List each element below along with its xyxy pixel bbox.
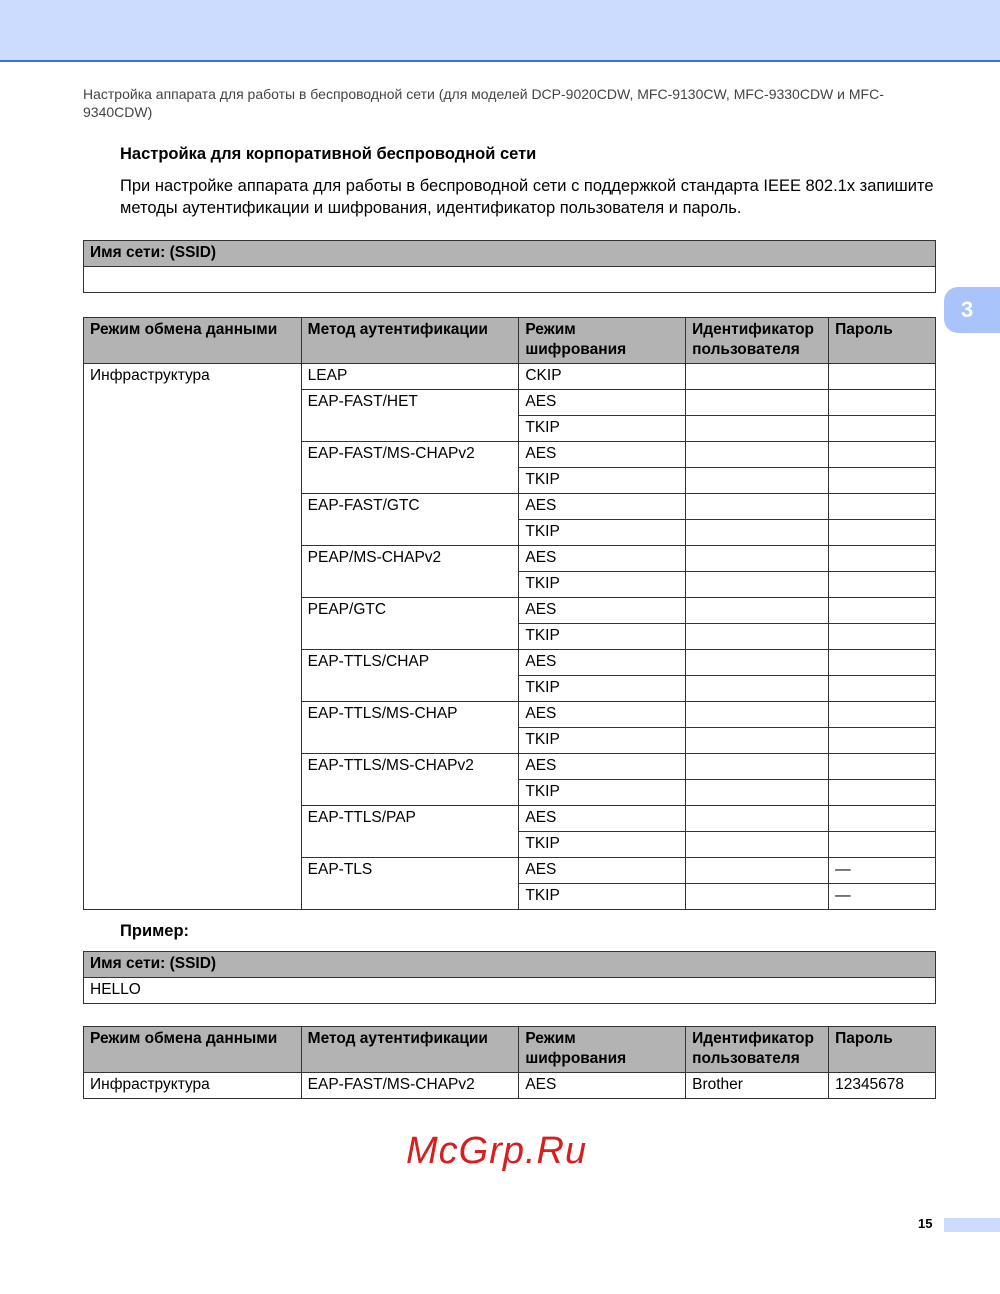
cell-user bbox=[686, 676, 829, 702]
ssid-label: Имя сети: (SSID) bbox=[84, 241, 936, 267]
cell-user bbox=[686, 780, 829, 806]
ssid-label: Имя сети: (SSID) bbox=[84, 952, 936, 978]
cell-user bbox=[686, 650, 829, 676]
cell-password bbox=[829, 520, 936, 546]
cell-enc: TKIP bbox=[519, 468, 686, 494]
cell-user bbox=[686, 390, 829, 416]
cell-enc: AES bbox=[519, 858, 686, 884]
cell-auth: EAP-TTLS/MS-CHAPv2 bbox=[301, 754, 519, 806]
cell-user: Brother bbox=[686, 1073, 829, 1099]
cell-auth: EAP-FAST/MS-CHAPv2 bbox=[301, 1073, 519, 1099]
cell-password bbox=[829, 572, 936, 598]
col-password: Пароль bbox=[829, 318, 936, 364]
cell-enc: AES bbox=[519, 702, 686, 728]
cell-password bbox=[829, 676, 936, 702]
table-row bbox=[84, 1073, 936, 1099]
cell-password: — bbox=[829, 884, 936, 910]
cell-password bbox=[829, 494, 936, 520]
cell-auth: EAP-FAST/GTC bbox=[301, 494, 519, 546]
cell-password bbox=[829, 806, 936, 832]
cell-mode: Инфраструктура bbox=[84, 1073, 302, 1099]
cell-enc: TKIP bbox=[519, 520, 686, 546]
cell-user bbox=[686, 806, 829, 832]
cell-enc: AES bbox=[519, 650, 686, 676]
col-user: Идентификатор пользователя bbox=[686, 1027, 829, 1073]
col-user: Идентификатор пользователя bbox=[686, 318, 829, 364]
cell-enc: AES bbox=[519, 598, 686, 624]
cell-user bbox=[686, 416, 829, 442]
auth-table bbox=[83, 317, 936, 910]
cell-user bbox=[686, 624, 829, 650]
cell-auth: EAP-TTLS/CHAP bbox=[301, 650, 519, 702]
page-number-bar bbox=[944, 1218, 1000, 1232]
cell-user bbox=[686, 546, 829, 572]
col-enc: Режим шифрования bbox=[519, 1027, 686, 1073]
cell-auth: EAP-TTLS/MS-CHAP bbox=[301, 702, 519, 754]
cell-user bbox=[686, 702, 829, 728]
cell-user bbox=[686, 598, 829, 624]
watermark: McGrp.Ru bbox=[406, 1130, 588, 1172]
cell-enc: AES bbox=[519, 1073, 686, 1099]
cell-password bbox=[829, 598, 936, 624]
cell-auth: PEAP/MS-CHAPv2 bbox=[301, 546, 519, 598]
cell-password bbox=[829, 728, 936, 754]
ssid-value bbox=[84, 267, 936, 293]
cell-password bbox=[829, 702, 936, 728]
cell-auth: PEAP/GTC bbox=[301, 598, 519, 650]
col-enc: Режим шифрования bbox=[519, 318, 686, 364]
cell-password bbox=[829, 754, 936, 780]
col-password: Пароль bbox=[829, 1027, 936, 1073]
top-band bbox=[0, 0, 1000, 62]
cell-auth: EAP-TTLS/PAP bbox=[301, 806, 519, 858]
cell-enc: AES bbox=[519, 806, 686, 832]
cell-enc: AES bbox=[519, 442, 686, 468]
page-number: 15 bbox=[918, 1216, 933, 1231]
cell-password bbox=[829, 442, 936, 468]
example-label: Пример: bbox=[120, 922, 190, 940]
cell-user bbox=[686, 494, 829, 520]
col-mode: Режим обмена данными bbox=[84, 318, 302, 364]
cell-password bbox=[829, 364, 936, 390]
cell-password bbox=[829, 650, 936, 676]
col-auth: Метод аутентификации bbox=[301, 318, 519, 364]
cell-auth: EAP-TLS bbox=[301, 858, 519, 910]
section-heading: Настройка для корпоративной беспроводной сети bbox=[120, 145, 537, 163]
cell-user bbox=[686, 468, 829, 494]
cell-auth: EAP-FAST/НЕТ bbox=[301, 390, 519, 442]
cell-user bbox=[686, 364, 829, 390]
cell-user bbox=[686, 832, 829, 858]
cell-enc: TKIP bbox=[519, 416, 686, 442]
cell-password bbox=[829, 832, 936, 858]
cell-enc: TKIP bbox=[519, 572, 686, 598]
ssid-value: HELLO bbox=[84, 978, 936, 1004]
cell-user bbox=[686, 520, 829, 546]
running-header: Настройка аппарата для работы в беспроводной сети (для моделей DCP-9020CDW, MFC-9130CW, MFC-9330CDW и MFC-9340CDW) bbox=[83, 86, 884, 120]
col-auth: Метод аутентификации bbox=[301, 1027, 519, 1073]
chapter-tab[interactable]: 3 bbox=[944, 287, 1000, 333]
cell-user bbox=[686, 728, 829, 754]
cell-password bbox=[829, 390, 936, 416]
cell-enc: TKIP bbox=[519, 624, 686, 650]
cell-password bbox=[829, 780, 936, 806]
cell-password bbox=[829, 624, 936, 650]
cell-enc: TKIP bbox=[519, 884, 686, 910]
cell-enc: AES bbox=[519, 546, 686, 572]
cell-password bbox=[829, 416, 936, 442]
cell-password: 12345678 bbox=[829, 1073, 936, 1099]
cell-user bbox=[686, 858, 829, 884]
cell-user bbox=[686, 884, 829, 910]
cell-mode: Инфраструктура bbox=[84, 364, 302, 910]
cell-enc: TKIP bbox=[519, 780, 686, 806]
cell-auth: EAP-FAST/MS-CHAPv2 bbox=[301, 442, 519, 494]
cell-enc: AES bbox=[519, 390, 686, 416]
col-mode: Режим обмена данными bbox=[84, 1027, 302, 1073]
cell-password bbox=[829, 468, 936, 494]
cell-auth: LEAP bbox=[301, 364, 519, 390]
cell-enc: TKIP bbox=[519, 832, 686, 858]
intro-paragraph: При настройке аппарата для работы в беспроводной сети с поддержкой стандарта IEEE 802.1x запишите методы аутентификации и шифрования, идентификатор пользователя и пароль. bbox=[120, 177, 934, 217]
cell-user bbox=[686, 442, 829, 468]
cell-enc: CKIP bbox=[519, 364, 686, 390]
cell-user bbox=[686, 754, 829, 780]
example-table bbox=[83, 1026, 936, 1099]
ssid-table bbox=[83, 240, 936, 293]
cell-password: — bbox=[829, 858, 936, 884]
example-ssid-table bbox=[83, 951, 936, 1004]
cell-password bbox=[829, 546, 936, 572]
cell-enc: AES bbox=[519, 494, 686, 520]
cell-enc: TKIP bbox=[519, 728, 686, 754]
cell-enc: TKIP bbox=[519, 676, 686, 702]
cell-user bbox=[686, 572, 829, 598]
cell-enc: AES bbox=[519, 754, 686, 780]
table-row bbox=[84, 364, 936, 390]
